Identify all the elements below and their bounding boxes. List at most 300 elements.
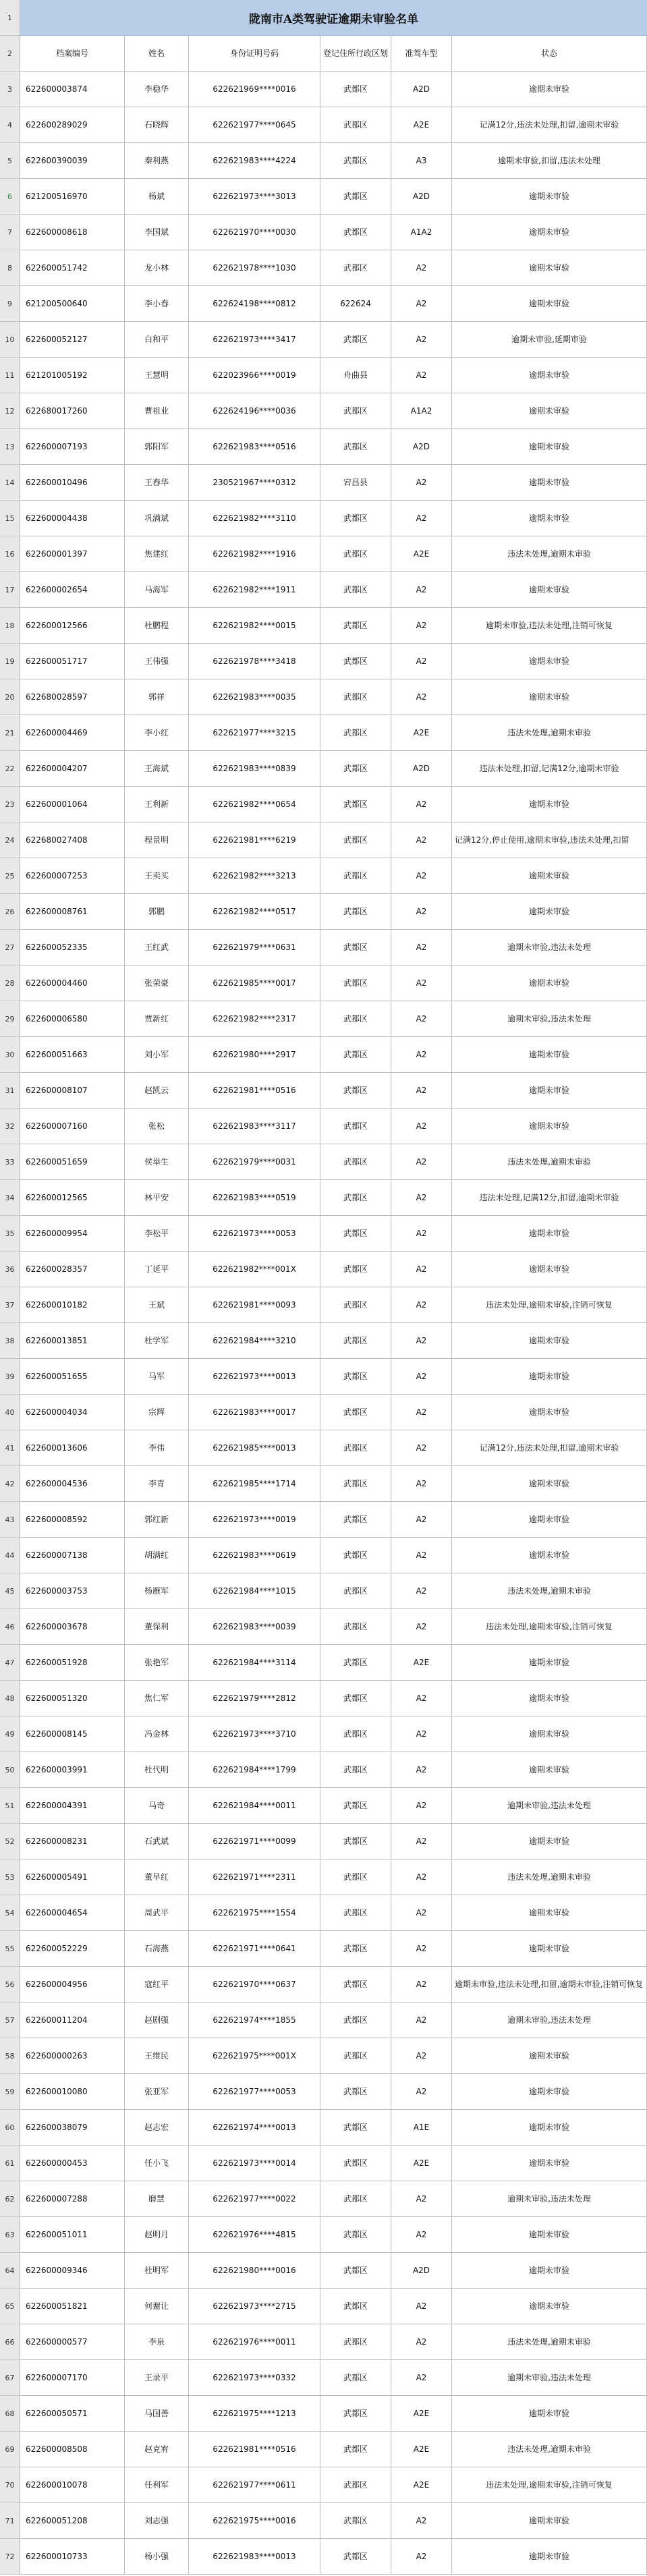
status-cell[interactable]: 逾期未审验 bbox=[452, 2146, 647, 2181]
vehicle-class-cell[interactable]: A2 bbox=[391, 2503, 452, 2539]
vehicle-class-cell[interactable]: A2 bbox=[391, 1573, 452, 1609]
file-number-cell[interactable]: 622600008508 bbox=[20, 2432, 125, 2467]
row-number[interactable]: 71 bbox=[0, 2503, 20, 2539]
name-cell[interactable]: 王慧明 bbox=[125, 358, 189, 393]
row-number[interactable]: 33 bbox=[0, 1144, 20, 1180]
id-number-cell[interactable]: 622621983****0519 bbox=[189, 1180, 320, 1216]
id-number-cell[interactable]: 622621981****0516 bbox=[189, 2432, 320, 2467]
row-number[interactable]: 23 bbox=[0, 787, 20, 822]
status-cell[interactable]: 违法未处理,逾期未审验,注销可恢复 bbox=[452, 1287, 647, 1323]
status-cell[interactable]: 逾期未审验 bbox=[452, 1109, 647, 1144]
status-cell[interactable]: 逾期未审验,违法未处理 bbox=[452, 1001, 647, 1037]
district-cell[interactable]: 武都区 bbox=[320, 2360, 391, 2396]
status-cell[interactable]: 逾期未审验 bbox=[452, 215, 647, 250]
name-cell[interactable]: 张亚军 bbox=[125, 2074, 189, 2110]
district-cell[interactable]: 武都区 bbox=[320, 215, 391, 250]
status-cell[interactable]: 逾期未审验 bbox=[452, 2539, 647, 2575]
status-cell[interactable]: 逾期未审验 bbox=[452, 250, 647, 286]
vehicle-class-cell[interactable]: A2 bbox=[391, 1180, 452, 1216]
name-cell[interactable]: 董保利 bbox=[125, 1609, 189, 1645]
file-number-cell[interactable]: 622600002654 bbox=[20, 572, 125, 608]
file-number-cell[interactable]: 622600005491 bbox=[20, 1859, 125, 1895]
row-number[interactable]: 68 bbox=[0, 2396, 20, 2432]
row-number[interactable]: 10 bbox=[0, 322, 20, 358]
vehicle-class-cell[interactable]: A2 bbox=[391, 465, 452, 501]
district-cell[interactable]: 武都区 bbox=[320, 143, 391, 179]
status-cell[interactable]: 逾期未审验 bbox=[452, 2110, 647, 2146]
file-number-cell[interactable]: 622600004034 bbox=[20, 1395, 125, 1430]
status-cell[interactable]: 逾期未审验 bbox=[452, 2217, 647, 2253]
name-cell[interactable]: 杜代明 bbox=[125, 1752, 189, 1788]
district-cell[interactable]: 武都区 bbox=[320, 429, 391, 465]
name-cell[interactable]: 马海军 bbox=[125, 572, 189, 608]
status-cell[interactable]: 逾期未审验 bbox=[452, 572, 647, 608]
name-cell[interactable]: 张松 bbox=[125, 1109, 189, 1144]
row-number[interactable]: 47 bbox=[0, 1645, 20, 1681]
id-number-cell[interactable]: 622621983****0039 bbox=[189, 1609, 320, 1645]
status-cell[interactable]: 逾期未审验 bbox=[452, 179, 647, 215]
id-number-cell[interactable]: 622621982****3110 bbox=[189, 501, 320, 536]
vehicle-class-cell[interactable]: A2 bbox=[391, 1824, 452, 1859]
vehicle-class-cell[interactable]: A2 bbox=[391, 965, 452, 1001]
row-number[interactable]: 49 bbox=[0, 1716, 20, 1752]
status-cell[interactable]: 逾期未审验 bbox=[452, 679, 647, 715]
district-cell[interactable]: 武都区 bbox=[320, 1609, 391, 1645]
district-cell[interactable]: 武都区 bbox=[320, 608, 391, 644]
vehicle-class-cell[interactable]: A2 bbox=[391, 1502, 452, 1538]
file-number-cell[interactable]: 622600008761 bbox=[20, 894, 125, 930]
district-cell[interactable]: 武都区 bbox=[320, 501, 391, 536]
status-cell[interactable]: 逾期未审验 bbox=[452, 358, 647, 393]
file-number-cell[interactable]: 622600010496 bbox=[20, 465, 125, 501]
name-cell[interactable]: 赵明月 bbox=[125, 2217, 189, 2253]
vehicle-class-cell[interactable]: A2E bbox=[391, 536, 452, 572]
file-number-cell[interactable]: 622600051655 bbox=[20, 1359, 125, 1395]
id-number-cell[interactable]: 622621978****1030 bbox=[189, 250, 320, 286]
vehicle-class-cell[interactable]: A2 bbox=[391, 858, 452, 894]
name-cell[interactable]: 李青 bbox=[125, 1466, 189, 1502]
row-number[interactable]: 8 bbox=[0, 250, 20, 286]
district-cell[interactable]: 武都区 bbox=[320, 679, 391, 715]
district-cell[interactable]: 武都区 bbox=[320, 1180, 391, 1216]
row-number[interactable]: 48 bbox=[0, 1681, 20, 1716]
name-cell[interactable]: 胡满红 bbox=[125, 1538, 189, 1573]
district-cell[interactable]: 武都区 bbox=[320, 536, 391, 572]
vehicle-class-cell[interactable]: A2 bbox=[391, 1716, 452, 1752]
file-number-cell[interactable]: 622680027408 bbox=[20, 822, 125, 858]
id-number-cell[interactable]: 622621970****0030 bbox=[189, 215, 320, 250]
name-cell[interactable]: 冯金林 bbox=[125, 1716, 189, 1752]
file-number-cell[interactable]: 622600051011 bbox=[20, 2217, 125, 2253]
id-number-cell[interactable]: 622621970****0637 bbox=[189, 1967, 320, 2003]
id-number-cell[interactable]: 622023966****0019 bbox=[189, 358, 320, 393]
district-cell[interactable]: 武都区 bbox=[320, 2003, 391, 2038]
status-cell[interactable]: 逾期未审验,违法未处理,注销可恢复 bbox=[452, 608, 647, 644]
status-cell[interactable]: 逾期未审验,扣留,违法未处理 bbox=[452, 143, 647, 179]
file-number-cell[interactable]: 622600004460 bbox=[20, 965, 125, 1001]
name-cell[interactable]: 马奇 bbox=[125, 1788, 189, 1824]
vehicle-class-cell[interactable]: A2 bbox=[391, 322, 452, 358]
status-cell[interactable]: 记满12分,违法未处理,扣留,逾期未审验 bbox=[452, 1430, 647, 1466]
name-cell[interactable]: 王红武 bbox=[125, 930, 189, 965]
vehicle-class-cell[interactable]: A2 bbox=[391, 2360, 452, 2396]
vehicle-class-cell[interactable]: A2E bbox=[391, 2432, 452, 2467]
id-number-cell[interactable]: 622621977****0022 bbox=[189, 2181, 320, 2217]
row-number[interactable]: 70 bbox=[0, 2467, 20, 2503]
row-number[interactable]: 39 bbox=[0, 1359, 20, 1395]
file-number-cell[interactable]: 622600390039 bbox=[20, 143, 125, 179]
status-cell[interactable]: 逾期未审验 bbox=[452, 1931, 647, 1967]
district-cell[interactable]: 武都区 bbox=[320, 2539, 391, 2575]
district-cell[interactable]: 622624 bbox=[320, 286, 391, 322]
vehicle-class-cell[interactable]: A2E bbox=[391, 2467, 452, 2503]
vehicle-class-cell[interactable]: A2 bbox=[391, 1859, 452, 1895]
vehicle-class-cell[interactable]: A1E bbox=[391, 2110, 452, 2146]
status-cell[interactable]: 违法未处理,逾期未审验 bbox=[452, 1859, 647, 1895]
name-cell[interactable]: 杨斌 bbox=[125, 179, 189, 215]
id-number-cell[interactable]: 622621983****4224 bbox=[189, 143, 320, 179]
row-number[interactable]: 43 bbox=[0, 1502, 20, 1538]
vehicle-class-cell[interactable]: A2 bbox=[391, 2003, 452, 2038]
district-cell[interactable]: 武都区 bbox=[320, 179, 391, 215]
status-cell[interactable]: 逾期未审验 bbox=[452, 1752, 647, 1788]
status-cell[interactable]: 违法未处理,逾期未审验,注销可恢复 bbox=[452, 2467, 647, 2503]
district-cell[interactable]: 武都区 bbox=[320, 1430, 391, 1466]
id-number-cell[interactable]: 622621971****0099 bbox=[189, 1824, 320, 1859]
row-number[interactable]: 16 bbox=[0, 536, 20, 572]
name-cell[interactable]: 杜明军 bbox=[125, 2253, 189, 2289]
district-cell[interactable]: 宕昌县 bbox=[320, 465, 391, 501]
district-cell[interactable]: 武都区 bbox=[320, 2503, 391, 2539]
district-cell[interactable]: 武都区 bbox=[320, 1931, 391, 1967]
row-number[interactable]: 28 bbox=[0, 965, 20, 1001]
district-cell[interactable]: 武都区 bbox=[320, 1859, 391, 1895]
row-number[interactable]: 53 bbox=[0, 1859, 20, 1895]
vehicle-class-cell[interactable]: A1A2 bbox=[391, 215, 452, 250]
id-number-cell[interactable]: 622621973****0013 bbox=[189, 1359, 320, 1395]
name-cell[interactable]: 王维民 bbox=[125, 2038, 189, 2074]
name-cell[interactable]: 刘志强 bbox=[125, 2503, 189, 2539]
row-number[interactable]: 50 bbox=[0, 1752, 20, 1788]
row-number[interactable]: 14 bbox=[0, 465, 20, 501]
row-number[interactable]: 3 bbox=[0, 72, 20, 107]
status-cell[interactable]: 逾期未审验 bbox=[452, 501, 647, 536]
file-number-cell[interactable]: 622600007160 bbox=[20, 1109, 125, 1144]
status-cell[interactable]: 逾期未审验 bbox=[452, 1252, 647, 1287]
row-number[interactable]: 42 bbox=[0, 1466, 20, 1502]
row-number[interactable]: 27 bbox=[0, 930, 20, 965]
name-cell[interactable]: 王伟强 bbox=[125, 644, 189, 679]
file-number-cell[interactable]: 622600001397 bbox=[20, 536, 125, 572]
name-cell[interactable]: 林平安 bbox=[125, 1180, 189, 1216]
district-cell[interactable]: 武都区 bbox=[320, 1109, 391, 1144]
status-cell[interactable]: 逾期未审验,违法未处理 bbox=[452, 2181, 647, 2217]
name-cell[interactable]: 石海燕 bbox=[125, 1931, 189, 1967]
header-vehicle-class[interactable]: 准驾车型 bbox=[391, 36, 452, 72]
row-number[interactable]: 32 bbox=[0, 1109, 20, 1144]
district-cell[interactable]: 武都区 bbox=[320, 1323, 391, 1359]
id-number-cell[interactable]: 622621983****0839 bbox=[189, 751, 320, 787]
district-cell[interactable]: 武都区 bbox=[320, 858, 391, 894]
id-number-cell[interactable]: 622621983****0013 bbox=[189, 2539, 320, 2575]
name-cell[interactable]: 何谢让 bbox=[125, 2289, 189, 2324]
name-cell[interactable]: 程景明 bbox=[125, 822, 189, 858]
status-cell[interactable]: 逾期未审验,违法未处理 bbox=[452, 930, 647, 965]
status-cell[interactable]: 逾期未审验 bbox=[452, 858, 647, 894]
row-number[interactable]: 35 bbox=[0, 1216, 20, 1252]
status-cell[interactable]: 逾期未审验 bbox=[452, 2289, 647, 2324]
status-cell[interactable]: 逾期未审验 bbox=[452, 2074, 647, 2110]
district-cell[interactable]: 武都区 bbox=[320, 1895, 391, 1931]
district-cell[interactable]: 武都区 bbox=[320, 72, 391, 107]
name-cell[interactable]: 杜鹏程 bbox=[125, 608, 189, 644]
id-number-cell[interactable]: 622624196****0036 bbox=[189, 393, 320, 429]
row-number[interactable]: 25 bbox=[0, 858, 20, 894]
district-cell[interactable]: 武都区 bbox=[320, 1681, 391, 1716]
status-cell[interactable]: 逾期未审验 bbox=[452, 644, 647, 679]
name-cell[interactable]: 曹祖业 bbox=[125, 393, 189, 429]
vehicle-class-cell[interactable]: A2 bbox=[391, 2539, 452, 2575]
status-cell[interactable]: 逾期未审验 bbox=[452, 1716, 647, 1752]
sheet-title[interactable]: 陇南市A类驾驶证逾期未审验名单 bbox=[20, 0, 647, 36]
id-number-cell[interactable]: 622621984****1015 bbox=[189, 1573, 320, 1609]
name-cell[interactable]: 王卖买 bbox=[125, 858, 189, 894]
id-number-cell[interactable]: 622621979****0031 bbox=[189, 1144, 320, 1180]
district-cell[interactable]: 武都区 bbox=[320, 2181, 391, 2217]
status-cell[interactable]: 逾期未审验,违法未处理,扣留,逾期未审验,注销可恢复 bbox=[452, 1967, 647, 2003]
district-cell[interactable]: 武都区 bbox=[320, 1502, 391, 1538]
id-number-cell[interactable]: 622621977****0645 bbox=[189, 107, 320, 143]
district-cell[interactable]: 武都区 bbox=[320, 644, 391, 679]
file-number-cell[interactable]: 622600008618 bbox=[20, 215, 125, 250]
vehicle-class-cell[interactable]: A2E bbox=[391, 2146, 452, 2181]
id-number-cell[interactable]: 622621982****0517 bbox=[189, 894, 320, 930]
id-number-cell[interactable]: 622621977****0053 bbox=[189, 2074, 320, 2110]
row-number[interactable]: 17 bbox=[0, 572, 20, 608]
id-number-cell[interactable]: 622621981****0516 bbox=[189, 1073, 320, 1109]
row-number[interactable]: 30 bbox=[0, 1037, 20, 1073]
header-file-number[interactable]: 档案编号 bbox=[20, 36, 125, 72]
vehicle-class-cell[interactable]: A2E bbox=[391, 1645, 452, 1681]
district-cell[interactable]: 武都区 bbox=[320, 894, 391, 930]
id-number-cell[interactable]: 622621985****0017 bbox=[189, 965, 320, 1001]
status-cell[interactable]: 记满12分,停止使用,逾期未审验,违法未处理,扣留 bbox=[452, 822, 647, 858]
status-cell[interactable]: 逾期未审验 bbox=[452, 72, 647, 107]
file-number-cell[interactable]: 622600003991 bbox=[20, 1752, 125, 1788]
status-cell[interactable]: 逾期未审验 bbox=[452, 286, 647, 322]
status-cell[interactable]: 逾期未审验 bbox=[452, 2038, 647, 2074]
row-number[interactable]: 13 bbox=[0, 429, 20, 465]
name-cell[interactable]: 石晓辉 bbox=[125, 107, 189, 143]
id-number-cell[interactable]: 622621983****0035 bbox=[189, 679, 320, 715]
row-number[interactable]: 37 bbox=[0, 1287, 20, 1323]
name-cell[interactable]: 马军 bbox=[125, 1359, 189, 1395]
file-number-cell[interactable]: 622600050571 bbox=[20, 2396, 125, 2432]
status-cell[interactable]: 逾期未审验,违法未处理 bbox=[452, 1788, 647, 1824]
row-number[interactable]: 11 bbox=[0, 358, 20, 393]
district-cell[interactable]: 武都区 bbox=[320, 2038, 391, 2074]
name-cell[interactable]: 王斌 bbox=[125, 1287, 189, 1323]
vehicle-class-cell[interactable]: A2 bbox=[391, 1216, 452, 1252]
row-number[interactable]: 15 bbox=[0, 501, 20, 536]
name-cell[interactable]: 李泉 bbox=[125, 2324, 189, 2360]
district-cell[interactable]: 武都区 bbox=[320, 2110, 391, 2146]
vehicle-class-cell[interactable]: A2 bbox=[391, 822, 452, 858]
file-number-cell[interactable]: 622600007170 bbox=[20, 2360, 125, 2396]
district-cell[interactable]: 武都区 bbox=[320, 1001, 391, 1037]
id-number-cell[interactable]: 622621971****0641 bbox=[189, 1931, 320, 1967]
name-cell[interactable]: 王利新 bbox=[125, 787, 189, 822]
district-cell[interactable]: 武都区 bbox=[320, 1073, 391, 1109]
row-number[interactable]: 59 bbox=[0, 2074, 20, 2110]
status-cell[interactable]: 违法未处理,记满12分,扣留,逾期未审验 bbox=[452, 1180, 647, 1216]
name-cell[interactable]: 焦仁军 bbox=[125, 1681, 189, 1716]
row-number[interactable]: 38 bbox=[0, 1323, 20, 1359]
vehicle-class-cell[interactable]: A2 bbox=[391, 2324, 452, 2360]
file-number-cell[interactable]: 622600008231 bbox=[20, 1824, 125, 1859]
district-cell[interactable]: 武都区 bbox=[320, 787, 391, 822]
id-number-cell[interactable]: 622621982****001X bbox=[189, 1252, 320, 1287]
file-number-cell[interactable]: 622600007253 bbox=[20, 858, 125, 894]
vehicle-class-cell[interactable]: A2E bbox=[391, 715, 452, 751]
name-cell[interactable]: 李国斌 bbox=[125, 215, 189, 250]
row-number[interactable]: 44 bbox=[0, 1538, 20, 1573]
file-number-cell[interactable]: 621200500640 bbox=[20, 286, 125, 322]
file-number-cell[interactable]: 622600007193 bbox=[20, 429, 125, 465]
name-cell[interactable]: 贾新红 bbox=[125, 1001, 189, 1037]
name-cell[interactable]: 龙小林 bbox=[125, 250, 189, 286]
file-number-cell[interactable]: 621200516970 bbox=[20, 179, 125, 215]
file-number-cell[interactable]: 622600001064 bbox=[20, 787, 125, 822]
row-number[interactable]: 57 bbox=[0, 2003, 20, 2038]
id-number-cell[interactable]: 622621984****1799 bbox=[189, 1752, 320, 1788]
status-cell[interactable]: 逾期未审验 bbox=[452, 1895, 647, 1931]
district-cell[interactable]: 武都区 bbox=[320, 1252, 391, 1287]
row-number[interactable]: 6 bbox=[0, 179, 20, 215]
file-number-cell[interactable]: 622600051742 bbox=[20, 250, 125, 286]
id-number-cell[interactable]: 622621975****1213 bbox=[189, 2396, 320, 2432]
row-number[interactable]: 63 bbox=[0, 2217, 20, 2253]
row-number[interactable]: 34 bbox=[0, 1180, 20, 1216]
file-number-cell[interactable]: 622600003678 bbox=[20, 1609, 125, 1645]
name-cell[interactable]: 张艳军 bbox=[125, 1645, 189, 1681]
file-number-cell[interactable]: 622600051928 bbox=[20, 1645, 125, 1681]
file-number-cell[interactable]: 622600051663 bbox=[20, 1037, 125, 1073]
id-number-cell[interactable]: 622621973****3417 bbox=[189, 322, 320, 358]
district-cell[interactable]: 武都区 bbox=[320, 1466, 391, 1502]
status-cell[interactable]: 逾期未审验 bbox=[452, 1395, 647, 1430]
district-cell[interactable]: 武都区 bbox=[320, 322, 391, 358]
id-number-cell[interactable]: 622621977****0611 bbox=[189, 2467, 320, 2503]
vehicle-class-cell[interactable]: A2 bbox=[391, 1073, 452, 1109]
file-number-cell[interactable]: 622600000453 bbox=[20, 2146, 125, 2181]
file-number-cell[interactable]: 622600012565 bbox=[20, 1180, 125, 1216]
status-cell[interactable]: 逾期未审验 bbox=[452, 1359, 647, 1395]
vehicle-class-cell[interactable]: A2 bbox=[391, 2038, 452, 2074]
district-cell[interactable]: 武都区 bbox=[320, 572, 391, 608]
file-number-cell[interactable]: 622600007138 bbox=[20, 1538, 125, 1573]
row-number[interactable]: 9 bbox=[0, 286, 20, 322]
id-number-cell[interactable]: 622621985****1714 bbox=[189, 1466, 320, 1502]
file-number-cell[interactable]: 622600006580 bbox=[20, 1001, 125, 1037]
file-number-cell[interactable]: 622600011204 bbox=[20, 2003, 125, 2038]
row-number[interactable]: 1 bbox=[0, 0, 20, 36]
district-cell[interactable]: 武都区 bbox=[320, 1788, 391, 1824]
district-cell[interactable]: 武都区 bbox=[320, 1573, 391, 1609]
id-number-cell[interactable]: 622621979****2812 bbox=[189, 1681, 320, 1716]
district-cell[interactable]: 武都区 bbox=[320, 1716, 391, 1752]
row-number[interactable]: 31 bbox=[0, 1073, 20, 1109]
file-number-cell[interactable]: 622600008145 bbox=[20, 1716, 125, 1752]
file-number-cell[interactable]: 622600052229 bbox=[20, 1931, 125, 1967]
vehicle-class-cell[interactable]: A2D bbox=[391, 751, 452, 787]
row-number[interactable]: 19 bbox=[0, 644, 20, 679]
row-number[interactable]: 29 bbox=[0, 1001, 20, 1037]
row-number[interactable]: 58 bbox=[0, 2038, 20, 2074]
id-number-cell[interactable]: 622621979****0631 bbox=[189, 930, 320, 965]
vehicle-class-cell[interactable]: A2 bbox=[391, 1788, 452, 1824]
vehicle-class-cell[interactable]: A2 bbox=[391, 250, 452, 286]
file-number-cell[interactable]: 622600000577 bbox=[20, 2324, 125, 2360]
file-number-cell[interactable]: 622600051717 bbox=[20, 644, 125, 679]
file-number-cell[interactable]: 622600004207 bbox=[20, 751, 125, 787]
status-cell[interactable]: 逾期未审验 bbox=[452, 1073, 647, 1109]
status-cell[interactable]: 逾期未审验,违法未处理 bbox=[452, 2003, 647, 2038]
id-number-cell[interactable]: 622621971****2311 bbox=[189, 1859, 320, 1895]
name-cell[interactable]: 杜学军 bbox=[125, 1323, 189, 1359]
file-number-cell[interactable]: 622600009954 bbox=[20, 1216, 125, 1252]
row-number[interactable]: 12 bbox=[0, 393, 20, 429]
status-cell[interactable]: 逾期未审验 bbox=[452, 465, 647, 501]
district-cell[interactable]: 武都区 bbox=[320, 1967, 391, 2003]
vehicle-class-cell[interactable]: A2 bbox=[391, 608, 452, 644]
id-number-cell[interactable]: 622621984****3210 bbox=[189, 1323, 320, 1359]
file-number-cell[interactable]: 622600007288 bbox=[20, 2181, 125, 2217]
vehicle-class-cell[interactable]: A2 bbox=[391, 1538, 452, 1573]
vehicle-class-cell[interactable]: A2 bbox=[391, 1109, 452, 1144]
row-number[interactable]: 72 bbox=[0, 2539, 20, 2575]
row-number[interactable]: 65 bbox=[0, 2289, 20, 2324]
name-cell[interactable]: 王海斌 bbox=[125, 751, 189, 787]
id-number-cell[interactable]: 622621980****2917 bbox=[189, 1037, 320, 1073]
vehicle-class-cell[interactable]: A2 bbox=[391, 358, 452, 393]
name-cell[interactable]: 李小春 bbox=[125, 286, 189, 322]
name-cell[interactable]: 董早红 bbox=[125, 1859, 189, 1895]
file-number-cell[interactable]: 622600052127 bbox=[20, 322, 125, 358]
status-cell[interactable]: 逾期未审验 bbox=[452, 1681, 647, 1716]
name-cell[interactable]: 任利军 bbox=[125, 2467, 189, 2503]
row-number[interactable]: 66 bbox=[0, 2324, 20, 2360]
vehicle-class-cell[interactable]: A2 bbox=[391, 1252, 452, 1287]
vehicle-class-cell[interactable]: A2 bbox=[391, 1144, 452, 1180]
district-cell[interactable]: 武都区 bbox=[320, 751, 391, 787]
status-cell[interactable]: 逾期未审验 bbox=[452, 1645, 647, 1681]
vehicle-class-cell[interactable]: A2D bbox=[391, 72, 452, 107]
vehicle-class-cell[interactable]: A2 bbox=[391, 1967, 452, 2003]
id-number-cell[interactable]: 622621973****0014 bbox=[189, 2146, 320, 2181]
row-number[interactable]: 55 bbox=[0, 1931, 20, 1967]
district-cell[interactable]: 武都区 bbox=[320, 2074, 391, 2110]
id-number-cell[interactable]: 230521967****0312 bbox=[189, 465, 320, 501]
row-number[interactable]: 54 bbox=[0, 1895, 20, 1931]
name-cell[interactable]: 宗辉 bbox=[125, 1395, 189, 1430]
status-cell[interactable]: 违法未处理,扣留,记满12分,逾期未审验 bbox=[452, 751, 647, 787]
id-number-cell[interactable]: 622621974****0013 bbox=[189, 2110, 320, 2146]
file-number-cell[interactable]: 622600004469 bbox=[20, 715, 125, 751]
row-number[interactable]: 64 bbox=[0, 2253, 20, 2289]
row-number[interactable]: 21 bbox=[0, 715, 20, 751]
file-number-cell[interactable]: 622600013851 bbox=[20, 1323, 125, 1359]
